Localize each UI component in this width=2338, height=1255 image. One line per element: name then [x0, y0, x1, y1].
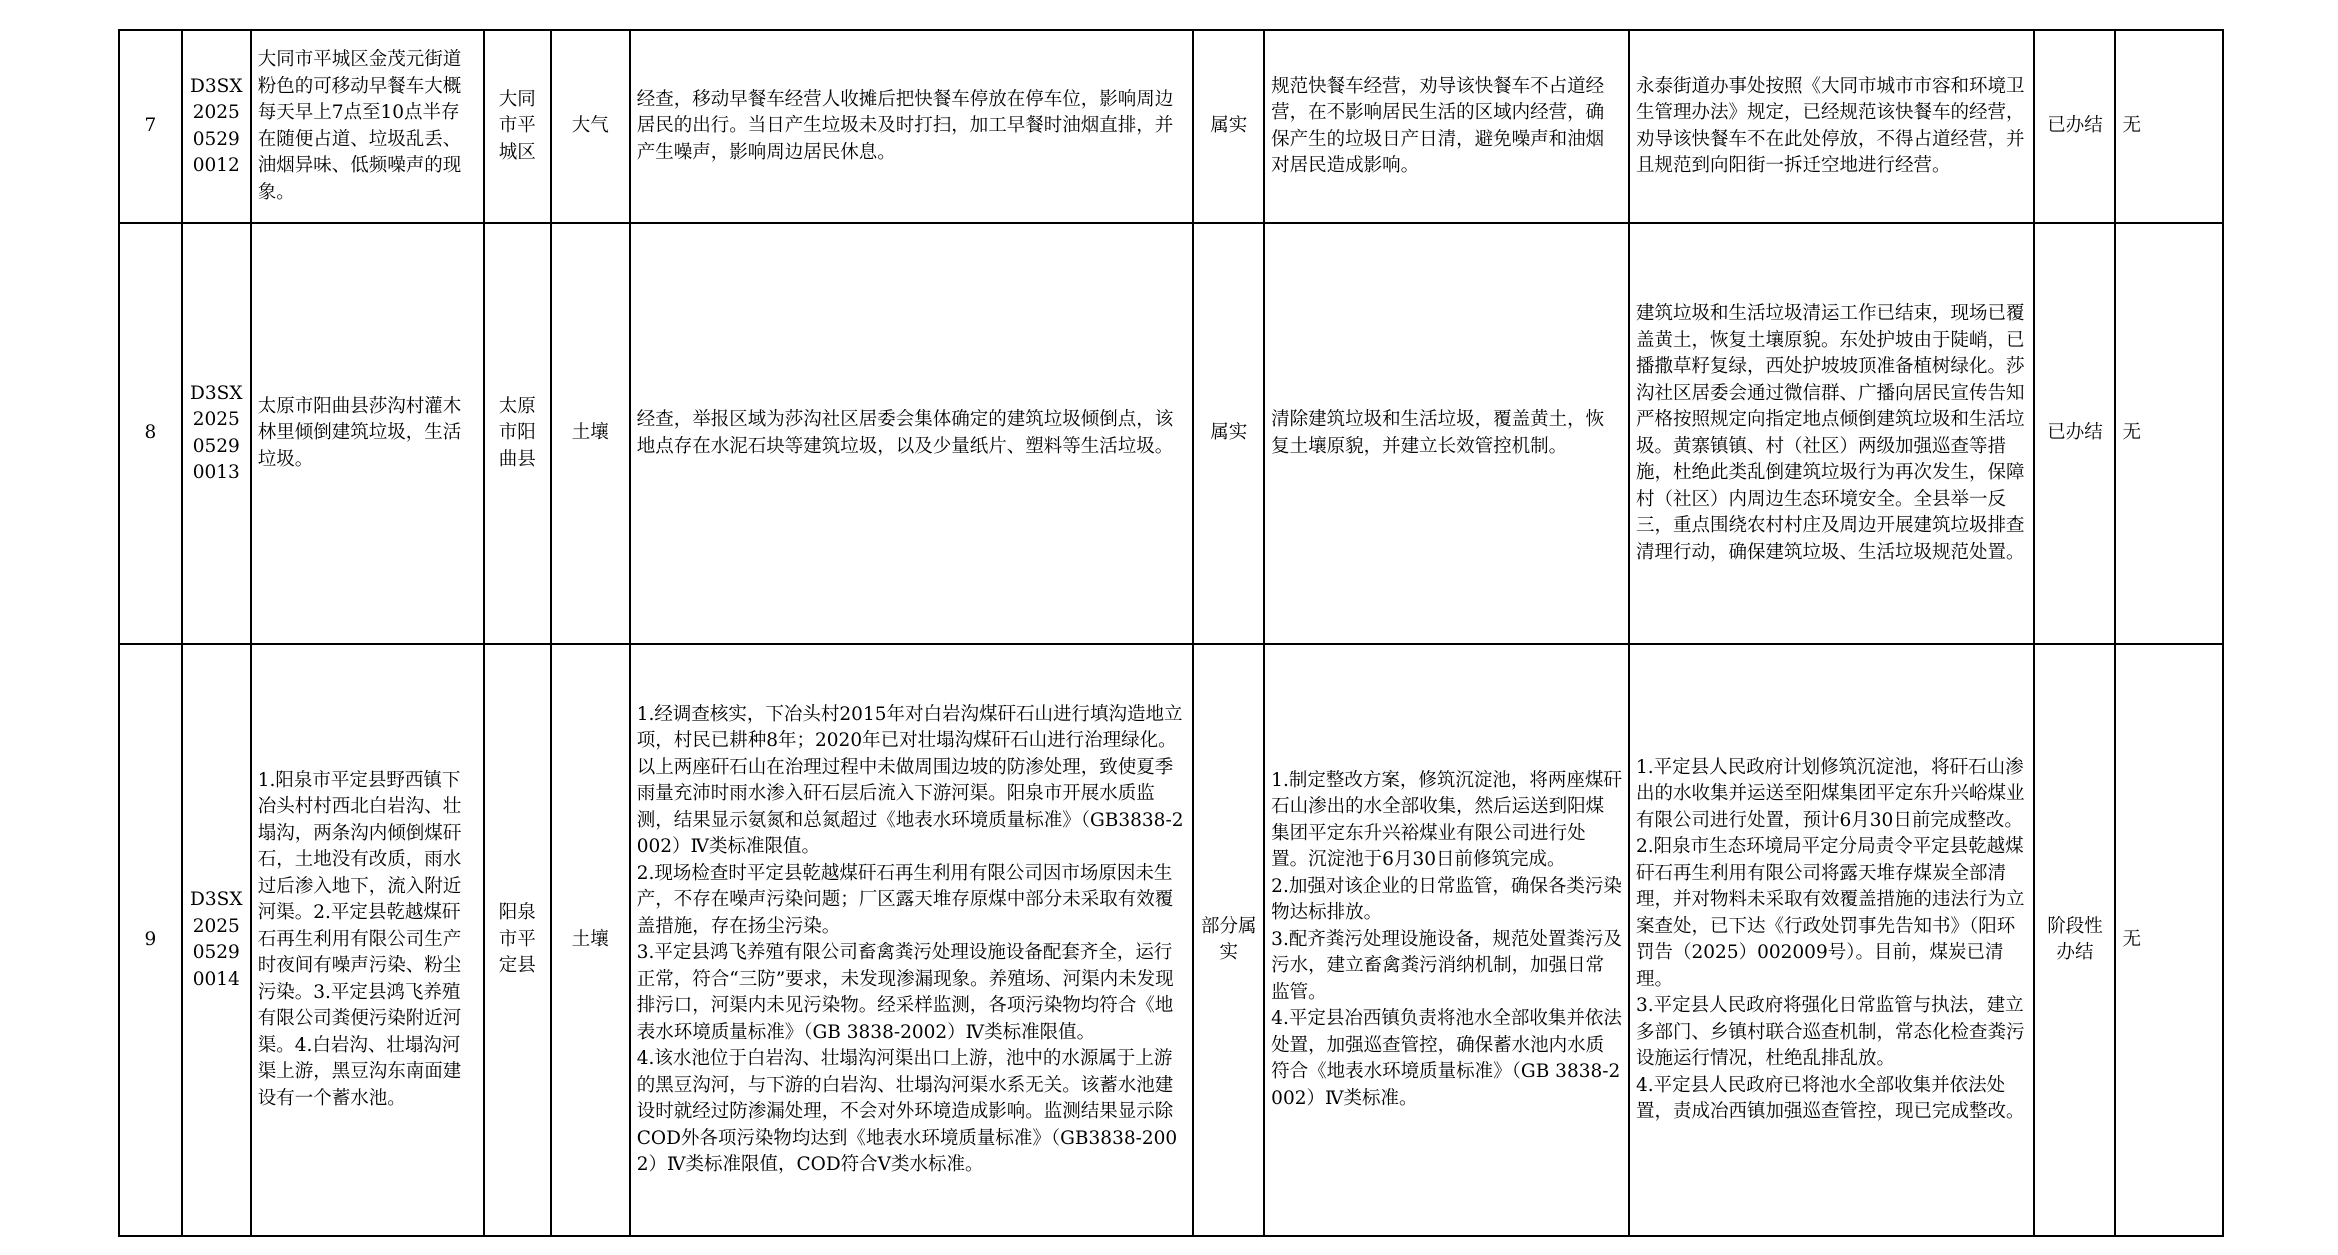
pollution-type: 土壤 — [551, 644, 630, 1236]
investigation-findings — [630, 644, 1193, 1236]
row-number: 9 — [119, 644, 182, 1236]
complaint-content: 1.阳泉市平定县野西镇下冶头村村西北白岩沟、壮塌沟，两条沟内倾倒煤矸石，土地没有改质，雨水过后渗入地下，流入附近河渠。2.平定县乾越煤矸石再生利用有限公司生产时夜间有噪声污染、粉尘污染。3.平定县鸿飞养殖有限公司粪便污染附近河渠。4.白岩沟、壮塌沟河渠上游，黑豆沟东南面建设有一个蓄水池。 — [251, 644, 484, 1236]
accountability: 无 — [2115, 223, 2223, 644]
verification-result: 部分属实 — [1193, 644, 1264, 1236]
complaint-table — [118, 29, 2224, 1237]
plan-paragraph-3: 3.配齐粪污处理设施设备，规范处置粪污及污水，建立畜禽粪污消纳机制，加强日常监管。 — [1271, 928, 1622, 1003]
verification-result: 属实 — [1193, 223, 1264, 644]
rectification-plan — [1264, 644, 1629, 1236]
plan-paragraph: 规范快餐车经营，劝导该快餐车不占道经营，在不影响居民生活的区域内经营，确保产生的垃圾日产日清，避免噪声和油烟对居民造成影响。 — [1271, 75, 1605, 176]
plan-paragraph: 清除建筑垃圾和生活垃圾，覆盖黄土，恢复土壤原貌，并建立长效管控机制。 — [1271, 409, 1605, 457]
administrative-area: 大同市平城区 — [484, 30, 551, 223]
progress-paragraph-4: 4.平定县人民政府已将池水全部收集并依法处置，责成冶西镇加强巡查管控，现已完成整改。 — [1636, 1074, 2025, 1122]
complaint-id: D3SX20250529 0013 — [182, 223, 251, 644]
rectification-plan — [1264, 30, 1629, 223]
pollution-type: 大气 — [551, 30, 630, 223]
plan-paragraph-4: 4.平定县冶西镇负责将池水全部收集并依法处置，加强巡查管控，确保蓄水池内水质符合《地表水环境质量标准》（GB 3838-2002）Ⅳ类标准。 — [1271, 1008, 1622, 1109]
investigation-paragraph-2: 2.现场检查时平定县乾越煤矸石再生利用有限公司因市场原因未生产，不存在噪声污染问题；厂区露天堆存原煤中部分未采取有效覆盖措施，存在扬尘污染。 — [636, 862, 1174, 937]
complaint-content: 太原市阳曲县莎沟村灌木林里倾倒建筑垃圾，生活垃圾。 — [251, 223, 484, 644]
investigation-paragraph-3: 3.平定县鸿飞养殖有限公司畜禽粪污处理设施设备配套齐全，运行正常，符合“三防”要求，未发现渗漏现象。养殖场、河渠内未发现排污口，河渠内未见污染物。经采样监测，各项污染物均符合《地表水环境质量标准》（GB 3838-2002）Ⅳ类标准限值。 — [636, 942, 1174, 1043]
case-status: 已办结 — [2034, 30, 2115, 223]
accountability: 无 — [2115, 30, 2223, 223]
progress-paragraph-2: 2.阳泉市生态环境局平定分局责令平定县乾越煤矸石再生利用有限公司将露天堆存煤炭全部清理，并对物料未采取有效覆盖措施的违法行为立案查处，已下达《行政处罚事先告知书》（阳环罚告（2025）002009号）。目前，煤炭已清理。 — [1636, 836, 2025, 990]
investigation-findings — [630, 223, 1193, 644]
administrative-area: 阳泉市平定县 — [484, 644, 551, 1236]
plan-paragraph-1: 1.制定整改方案，修筑沉淀池，将两座煤矸石山渗出的水全部收集，然后运送到阳煤集团平定东升兴裕煤业有限公司进行处置。沉淀池于6月30日前修筑完成。 — [1271, 769, 1622, 871]
row-number: 8 — [119, 223, 182, 644]
investigation-paragraph: 经查，移动早餐车经营人收摊后把快餐车停放在停车位，影响周边居民的出行。当日产生垃圾未及时打扫，加工早餐时油烟直排，并产生噪声，影响周边居民休息。 — [636, 88, 1174, 163]
pollution-type: 土壤 — [551, 223, 630, 644]
rectification-progress — [1629, 223, 2034, 644]
investigation-paragraph-4: 4.该水池位于白岩沟、壮塌沟河渠出口上游，池中的水源属于上游的黑豆沟河，与下游的白岩沟、壮塌沟河渠水系无关。该蓄水池建设时就经过防渗漏处理，不会对外环境造成影响。监测结果显示除COD外各项污染物均达到《地表水环境质量标准》（GB3838-2002）Ⅳ类标准限值，COD符合Ⅴ类水标准。 — [636, 1048, 1178, 1175]
investigation-paragraph-1: 1.经调查核实，下冶头村2015年对白岩沟煤矸石山进行填沟造地立项，村民已耕种8年；2020年已对壮塌沟煤矸石山进行治理绿化。以上两座矸石山在治理过程中未做周围边坡的防渗处理，致使夏季雨量充沛时雨水渗入矸石层后流入下游河渠。阳泉市开展水质监测，结果显示氨氮和总氮超过《地表水环境质量标准》（GB3838-2002）Ⅳ类标准限值。 — [636, 703, 1184, 857]
table-row — [119, 30, 2223, 223]
rectification-progress — [1629, 30, 2034, 223]
rectification-progress — [1629, 644, 2034, 1236]
complaint-id: D3SX20250529 0014 — [182, 644, 251, 1236]
case-status: 阶段性办结 — [2034, 644, 2115, 1236]
table-row — [119, 223, 2223, 644]
complaint-content: 大同市平城区金茂元街道粉色的可移动早餐车大概每天早上7点至10点半存在随便占道、垃圾乱丢、油烟异味、低频噪声的现象。 — [251, 30, 484, 223]
progress-paragraph: 永泰街道办事处按照《大同市城市市容和环境卫生管理办法》规定，已经规范该快餐车的经营，劝导该快餐车不在此处停放，不得占道经营，并且规范到向阳街一拆迁空地进行经营。 — [1636, 75, 2025, 176]
complaint-id: D3SX20250529 0012 — [182, 30, 251, 223]
accountability: 无 — [2115, 644, 2223, 1236]
table-row — [119, 644, 2223, 1236]
progress-paragraph-1: 1.平定县人民政府计划修筑沉淀池，将矸石山渗出的水收集并运送至阳煤集团平定东升兴峪煤业有限公司进行处置，预计6月30日前完成整改。 — [1636, 756, 2025, 831]
investigation-paragraph: 经查，举报区域为莎沟社区居委会集体确定的建筑垃圾倾倒点，该地点存在水泥石块等建筑垃圾，以及少量纸片、塑料等生活垃圾。 — [636, 409, 1174, 457]
progress-paragraph: 建筑垃圾和生活垃圾清运工作已结束，现场已覆盖黄土，恢复土壤原貌。东处护坡由于陡峭，已播撒草籽复绿，西处护坡坡顶准备植树绿化。莎沟社区居委会通过微信群、广播向居民宣传告知严格按照规定向指定地点倾倒建筑垃圾和生活垃圾。黄寨镇镇、村（社区）两级加强巡查等措施，杜绝此类乱倒建筑垃圾行为再次发生，保障村（社区）内周边生态环境安全。全县举一反三，重点围绕农村村庄及周边开展建筑垃圾排查清理行动，确保建筑垃圾、生活垃圾规范处置。 — [1636, 303, 2025, 563]
verification-result: 属实 — [1193, 30, 1264, 223]
plan-paragraph-2: 2.加强对该企业的日常监管，确保各类污染物达标排放。 — [1271, 875, 1622, 924]
progress-paragraph-3: 3.平定县人民政府将强化日常监管与执法，建立多部门、乡镇村联合巡查机制，常态化检查粪污设施运行情况，杜绝乱排乱放。 — [1636, 995, 2025, 1069]
rectification-plan — [1264, 223, 1629, 644]
row-number: 7 — [119, 30, 182, 223]
administrative-area: 太原市阳曲县 — [484, 223, 551, 644]
case-status: 已办结 — [2034, 223, 2115, 644]
investigation-findings — [630, 30, 1193, 223]
